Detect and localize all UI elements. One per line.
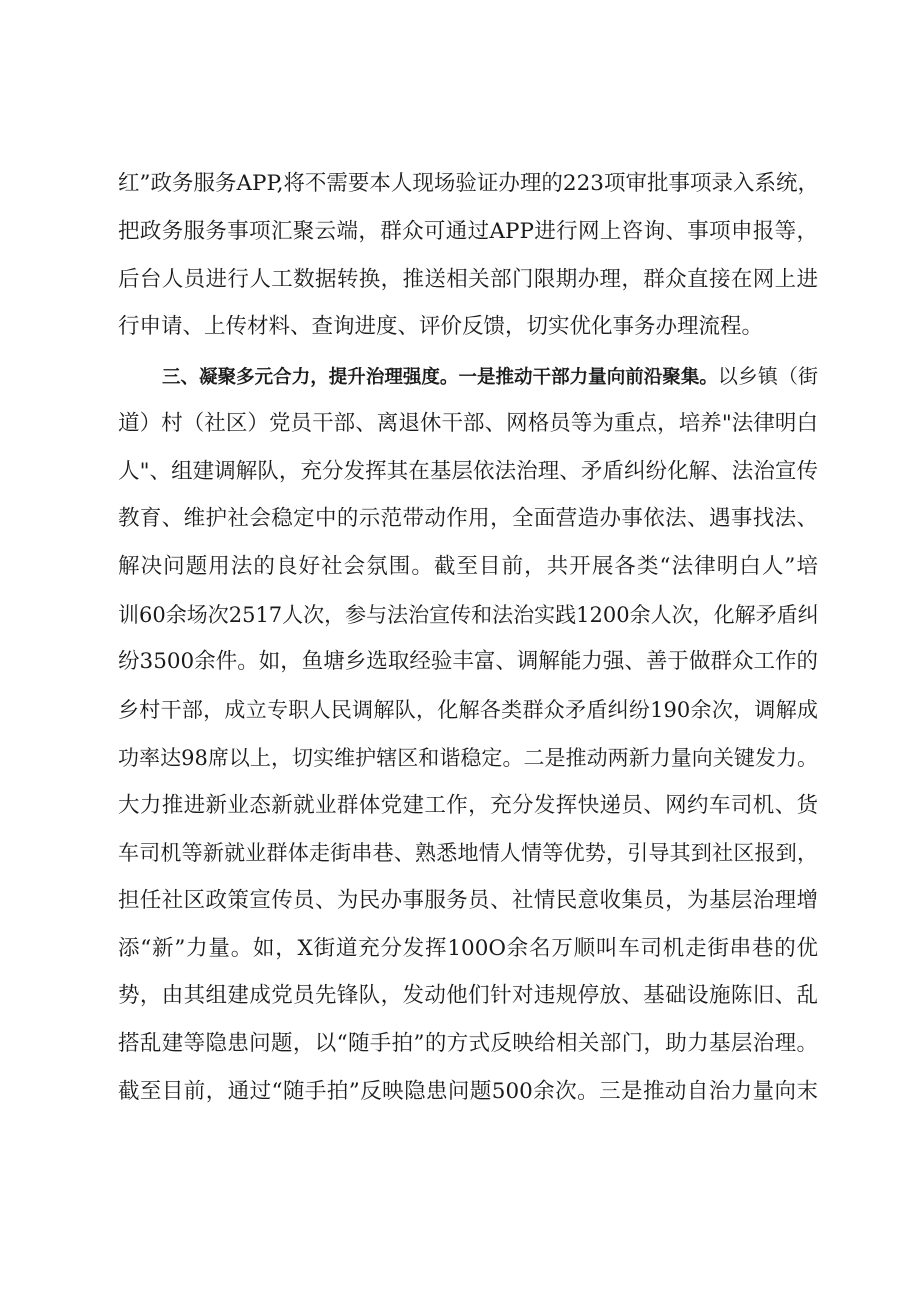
text-line: 势，由其组建成党员先锋队，发动他们针对违规停放、基础设施陈旧、乱	[118, 983, 818, 1008]
text-line: 教育、维护社会稳定中的示范带动作用，全面营造办事依法、遇事找法、	[118, 506, 818, 531]
text-line: 纷3500余件。如，鱼塘乡选取经验丰富、调解能力强、善于做群众工作的	[118, 649, 818, 674]
text-line: 后台人员进行人工数据转换，推送相关部门限期办理，群众直接在网上进	[118, 267, 818, 292]
section-heading: 三、凝聚多元合力，提升治理强度。一是推动干部力量向前沿聚集。	[162, 367, 718, 388]
text-line: 行申请、上传材料、查询进度、评价反馈，切实优化事务办理流程。	[118, 314, 764, 339]
text-line: 担任社区政策宣传员、为民办事服务员、社情民意收集员，为基层治理增	[118, 888, 818, 913]
text-line: 解决问题用法的良好社会氛围。截至目前，共开展各类“法律明白人”培	[118, 554, 818, 579]
text-line: 功率达98席以上，切实维护辖区和谐稳定。二是推动两新力量向关键发力。	[118, 746, 818, 770]
text-line: 截至目前，通过“随手拍”反映隐患问题500余次。三是推动自治力量向末	[118, 1079, 818, 1104]
text-line: 道）村（社区）党员干部、离退休干部、网格员等为重点，培养"法律明白	[118, 411, 818, 436]
paragraph-first-line	[162, 361, 818, 393]
text-line: 把政务服务事项汇聚云端，群众可通过APP进行网上咨询、事项申报等，	[118, 219, 818, 244]
text-line: 乡村干部，成立专职人民调解队，化解各类群众矛盾纠纷190余次，调解成	[118, 698, 818, 722]
text-span: 以乡镇（街	[717, 364, 818, 388]
text-line: 车司机等新就业群体走街串巷、熟悉地情人情等优势，引导其到社区报到，	[118, 841, 818, 865]
text-line: 搭乱建等隐患问题，以“随手拍”的方式反映给相关部门，助力基层治理。	[118, 1031, 818, 1056]
text-line: 添“新”力量。如，X街道充分发挥100O余名万顺叫车司机走街串巷的优	[118, 936, 818, 961]
text-line: 红”政务服务APP,将不需要本人现场验证办理的223项审批事项录入系统，	[118, 171, 819, 196]
text-line: 人"、组建调解队，充分发挥其在基层依法治理、矛盾纠纷化解、法治宣传	[118, 459, 818, 484]
text-line: 训60余场次2517人次，参与法治宣传和法治实践1200余人次，化解矛盾纠	[118, 603, 819, 627]
text-line: 大力推进新业态新就业群体党建工作，充分发挥快递员、网约车司机、货	[118, 793, 818, 818]
